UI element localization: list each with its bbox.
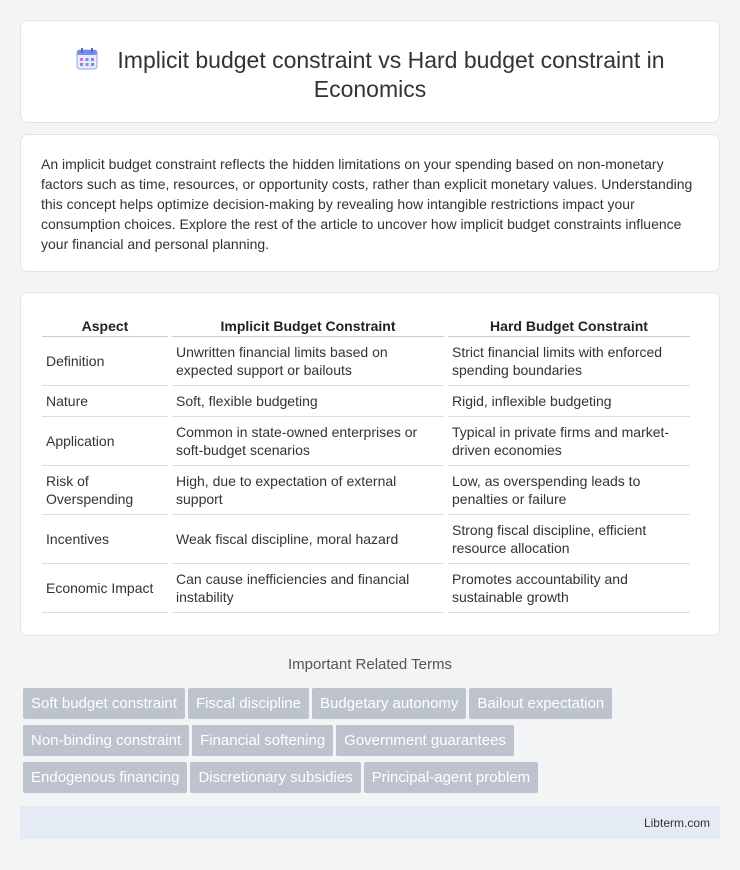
row-hard: Rigid, inflexible budgeting — [448, 386, 690, 417]
intro-card — [20, 134, 720, 272]
table-row — [42, 337, 690, 386]
term-tag[interactable]: Endogenous financing — [23, 762, 187, 793]
row-implicit: Unwritten financial limits based on expected support or bailouts — [172, 337, 444, 386]
tag-row — [23, 762, 723, 799]
related-terms-heading: Important Related Terms — [288, 656, 452, 673]
row-hard: Typical in private firms and market-driven economies — [448, 417, 690, 466]
related-terms-list — [23, 688, 723, 799]
table-row — [42, 466, 690, 515]
row-implicit: Common in state-owned enterprises or soft-budget scenarios — [172, 417, 444, 466]
table-row — [42, 386, 690, 417]
term-tag[interactable]: Discretionary subsidies — [190, 762, 360, 793]
row-aspect: Incentives — [42, 515, 168, 564]
term-tag[interactable]: Principal-agent problem — [364, 762, 538, 793]
row-aspect: Definition — [42, 337, 168, 386]
tag-row — [23, 725, 723, 762]
table-header-row — [42, 315, 690, 337]
intro-paragraph: An implicit budget constraint reflects the hidden limitations on your spending based on non-monetary factors such as time, resources, or opportunity costs, rather than explicit monetary values. Understanding this concept helps optimize decision-making by revealing how intangible restrictions impact your consumption choices. Explore the rest of the article to uncover how implicit budget constraints influence your financial and personal planning. — [41, 156, 693, 252]
page-title — [21, 46, 719, 75]
header-hard: Hard Budget Constraint — [448, 315, 690, 337]
comparison-table — [38, 315, 694, 613]
row-aspect: Risk of Overspending — [42, 466, 168, 515]
table-row — [42, 515, 690, 564]
term-tag[interactable]: Non-binding constraint — [23, 725, 189, 756]
term-tag[interactable]: Bailout expectation — [469, 688, 612, 719]
title-line-1: Implicit budget constraint vs Hard budget constraint in — [117, 47, 665, 73]
row-hard: Promotes accountability and sustainable growth — [448, 564, 690, 613]
term-tag[interactable]: Budgetary autonomy — [312, 688, 466, 719]
tag-row — [23, 688, 723, 725]
title-card — [20, 20, 720, 123]
row-hard: Strong fiscal discipline, efficient resource allocation — [448, 515, 690, 564]
comparison-table-card — [20, 292, 720, 636]
calendar-icon — [75, 47, 99, 71]
table-row — [42, 417, 690, 466]
row-implicit: High, due to expectation of external support — [172, 466, 444, 515]
term-tag[interactable]: Fiscal discipline — [188, 688, 309, 719]
row-aspect: Economic Impact — [42, 564, 168, 613]
term-tag[interactable]: Financial softening — [192, 725, 333, 756]
header-implicit: Implicit Budget Constraint — [172, 315, 444, 337]
row-aspect: Application — [42, 417, 168, 466]
row-implicit: Can cause inefficiencies and financial instability — [172, 564, 444, 613]
title-line-2: Economics — [313, 76, 427, 102]
row-hard: Strict financial limits with enforced spending boundaries — [448, 337, 690, 386]
row-implicit: Soft, flexible budgeting — [172, 386, 444, 417]
footer-site-link[interactable]: Libterm.com — [643, 816, 710, 830]
header-aspect: Aspect — [42, 315, 168, 337]
row-hard: Low, as overspending leads to penalties or failure — [448, 466, 690, 515]
footer — [20, 806, 720, 839]
row-aspect: Nature — [42, 386, 168, 417]
term-tag[interactable]: Soft budget constraint — [23, 688, 185, 719]
row-implicit: Weak fiscal discipline, moral hazard — [172, 515, 444, 564]
term-tag[interactable]: Government guarantees — [336, 725, 514, 756]
table-row — [42, 564, 690, 613]
